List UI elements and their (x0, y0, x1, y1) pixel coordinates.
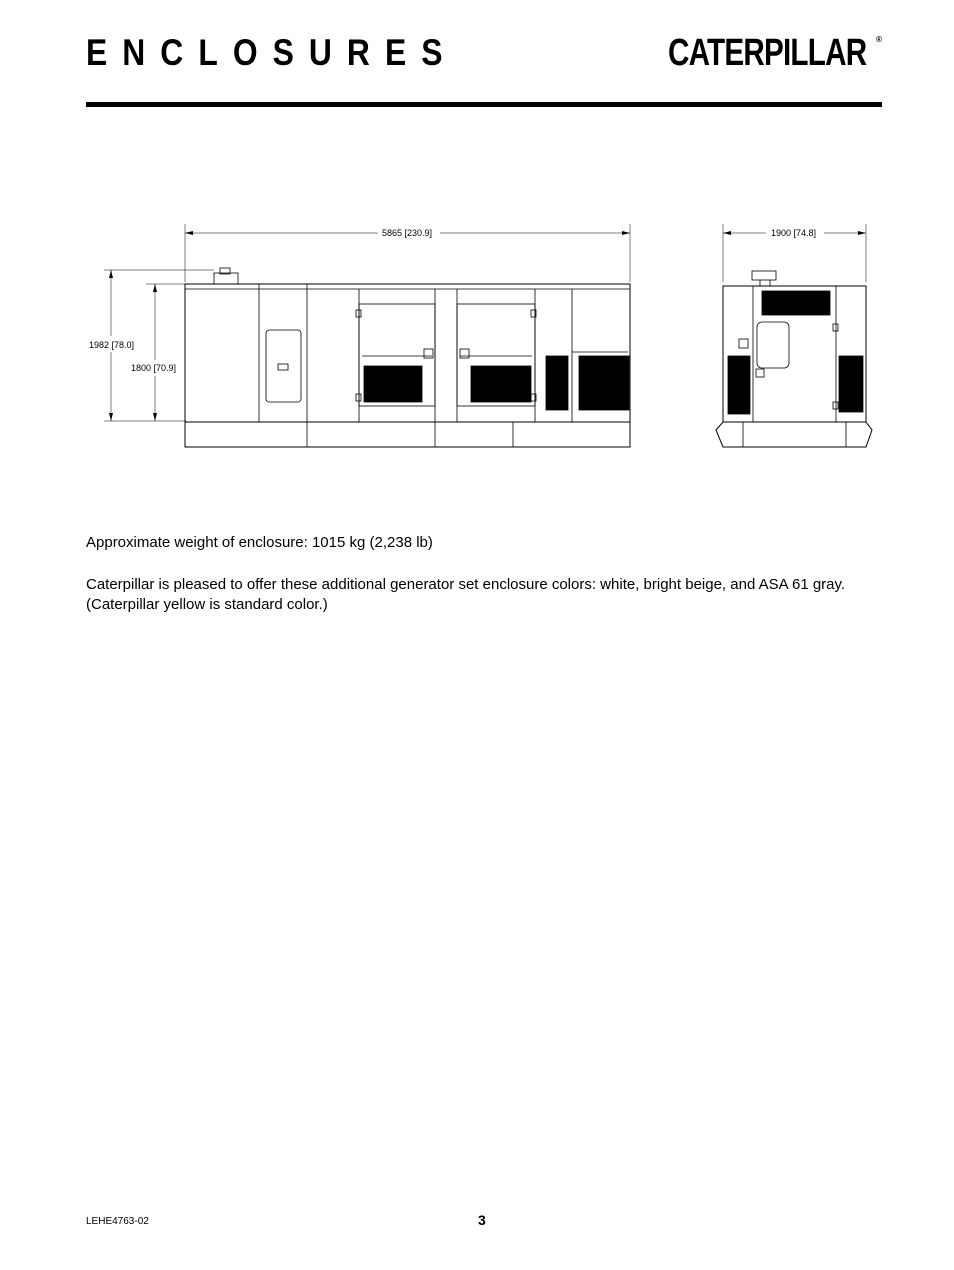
registered-mark: ® (876, 35, 882, 44)
end-width-label: 1900 [74.8] (771, 228, 817, 238)
side-length-label: 5865 [230.9] (382, 228, 433, 238)
overall-height-label: 1982 [78.0] (89, 340, 135, 350)
end-view (716, 224, 872, 447)
logo-wordmark: CATERPILLAR (668, 32, 867, 74)
page-title: ENCLOSURES (86, 32, 458, 73)
body-height-label: 1800 [70.9] (131, 363, 177, 373)
colors-paragraph: Caterpillar is pleased to offer these additional generator set enclosure colors: white, bright beige, and ASA 61 gray. (Caterpillar yellow is standard color.) (86, 576, 846, 613)
page-number: 3 (478, 1212, 486, 1228)
enclosure-drawing (0, 0, 954, 470)
document-code: LEHE4763-02 (86, 1216, 149, 1227)
weight-paragraph: Approximate weight of enclosure: 1015 kg (2,238 lb) (86, 534, 433, 551)
side-view (104, 224, 630, 447)
